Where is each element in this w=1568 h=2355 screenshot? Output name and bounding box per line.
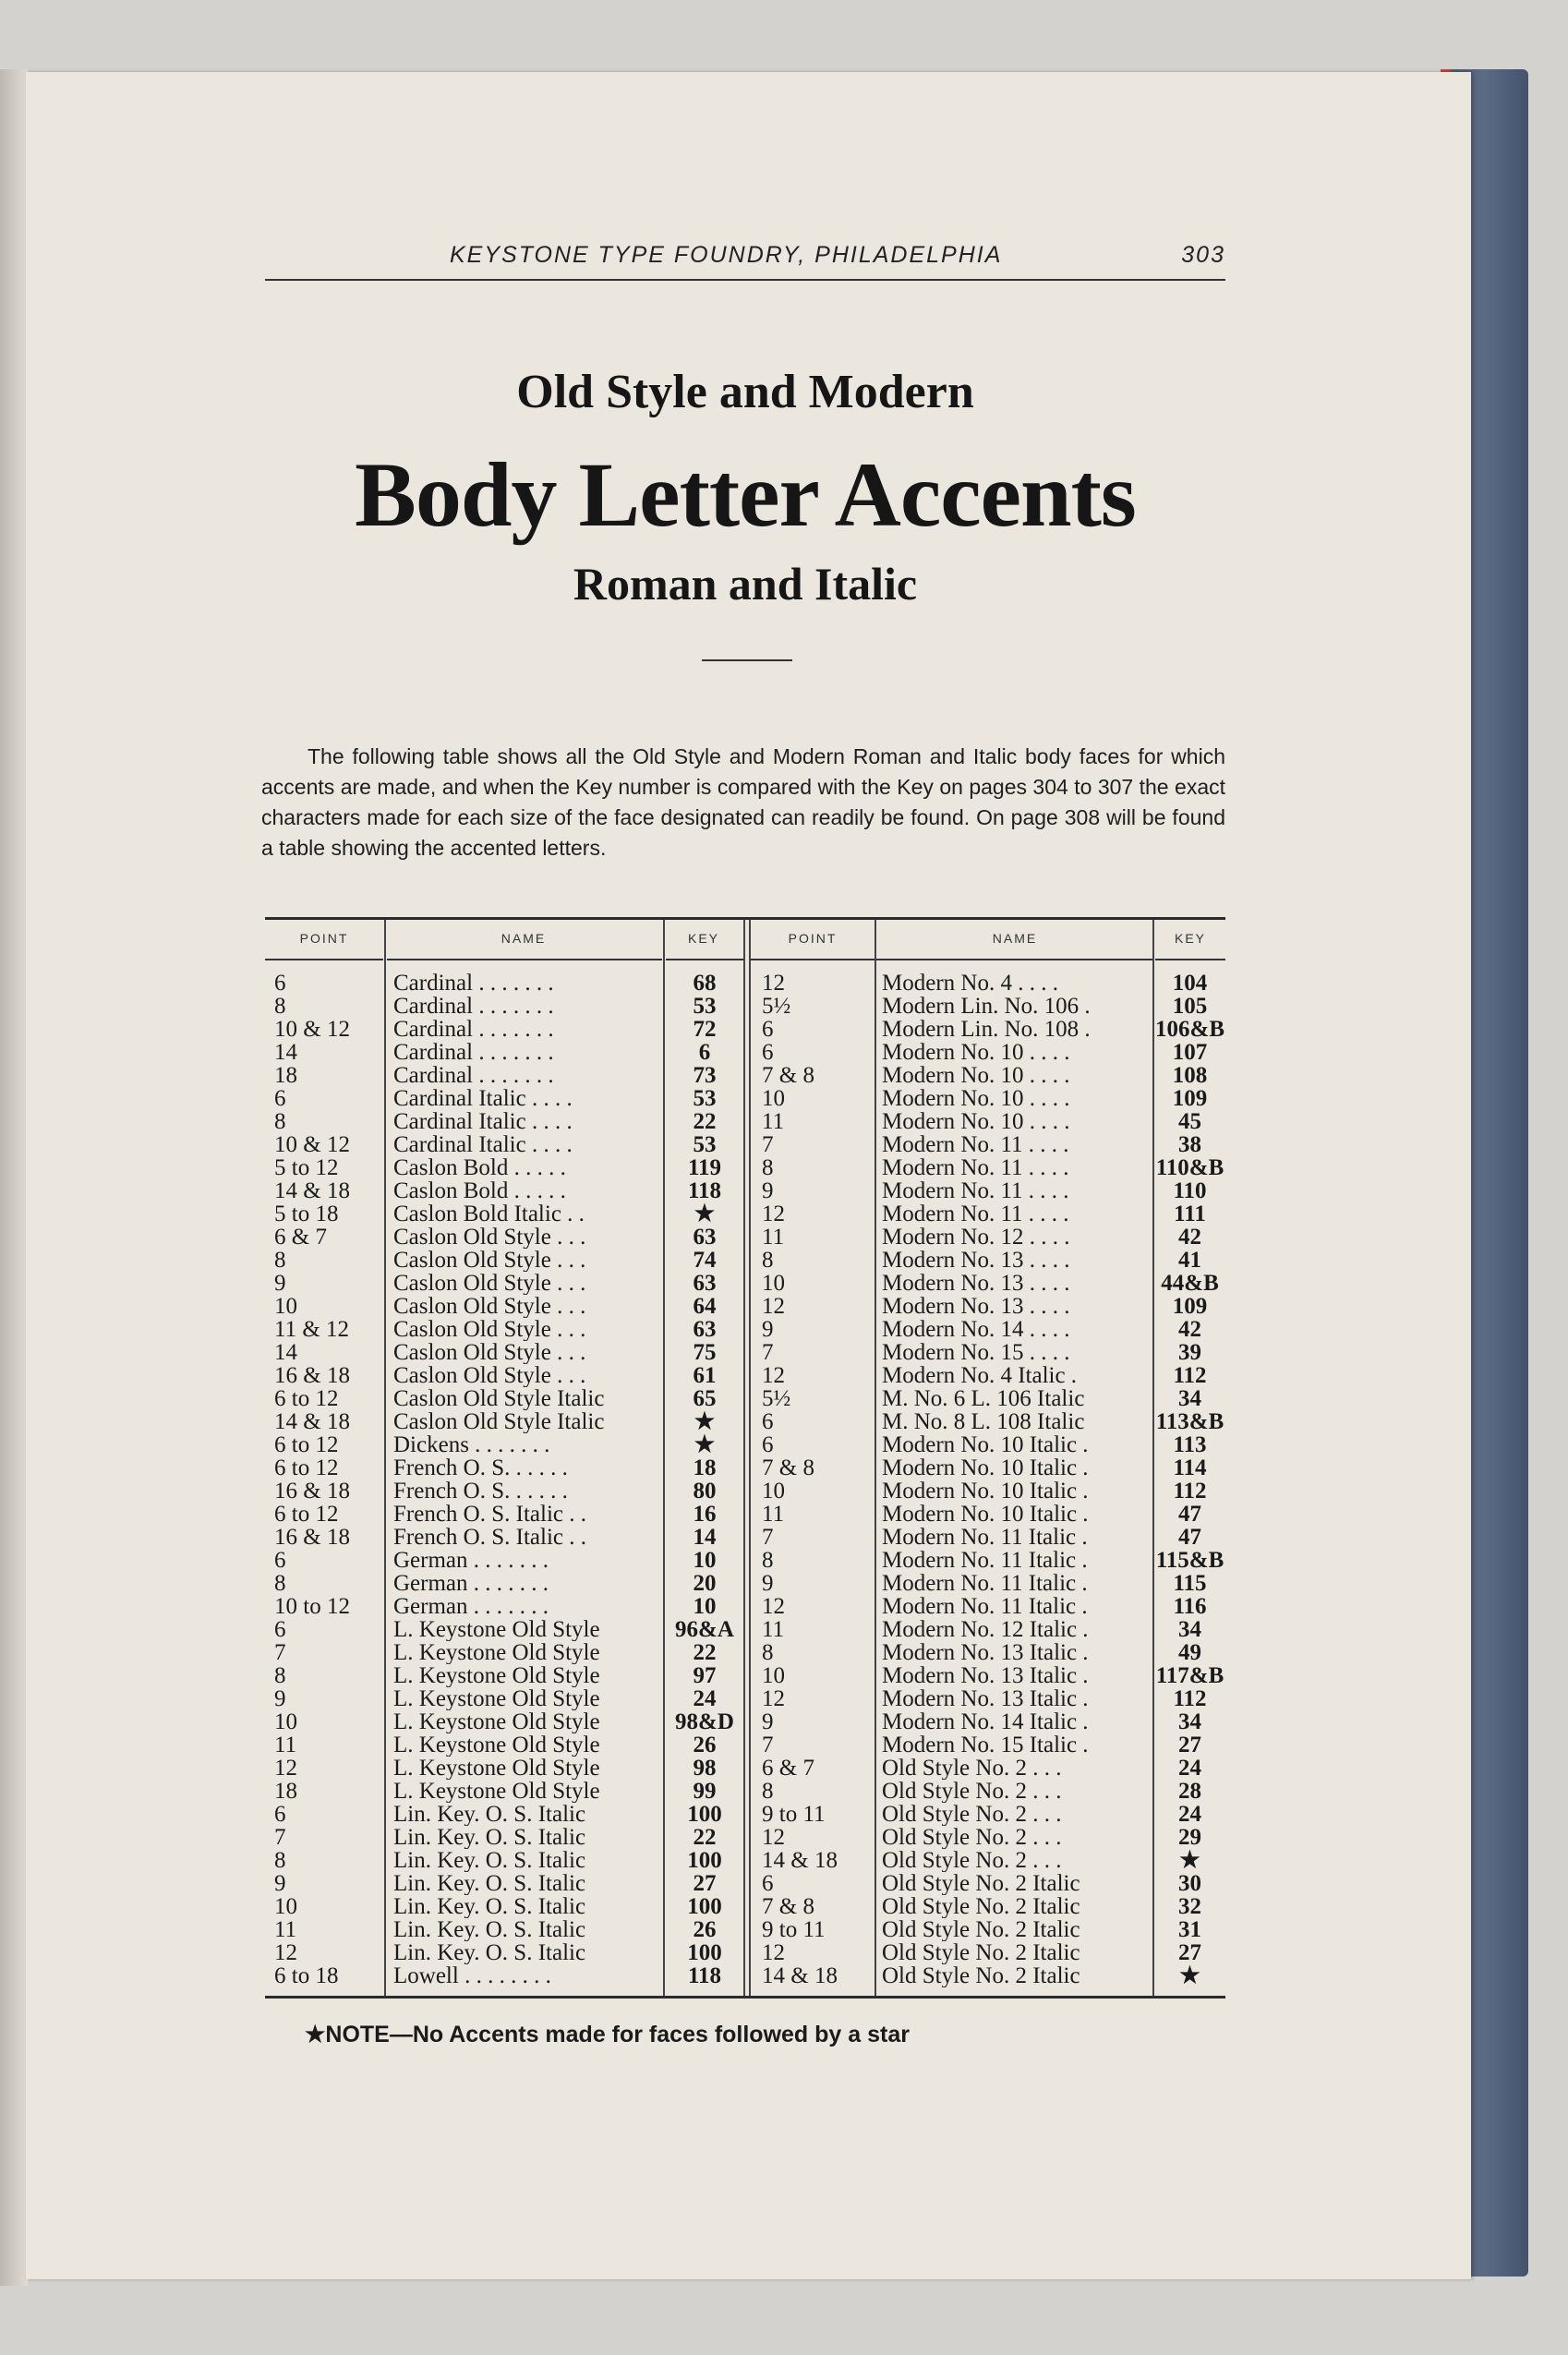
right-name-cell: Modern No. 11 . . . . xyxy=(882,1156,1069,1179)
left-name-cell: L. Keystone Old Style xyxy=(393,1710,600,1733)
left-key-cell: 100 xyxy=(687,1849,722,1872)
heading-subtitle: Old Style and Modern xyxy=(516,366,974,418)
right-key-cell: 112 xyxy=(1173,1687,1207,1710)
right-name-cell: Old Style No. 2 Italic xyxy=(882,1872,1080,1895)
left-point-cell: 8 xyxy=(274,1849,286,1872)
left-key-cell: 24 xyxy=(693,1687,717,1710)
right-point-cell: 8 xyxy=(762,1641,774,1664)
left-key-cell: 68 xyxy=(693,972,717,995)
left-key-cell: 22 xyxy=(693,1826,717,1849)
right-key-cell: 116 xyxy=(1173,1595,1207,1618)
right-key-cell: ★ xyxy=(1179,1964,1200,1987)
left-point-cell: 10 & 12 xyxy=(274,1018,350,1041)
left-point-cell: 8 xyxy=(274,1664,286,1687)
right-key-cell: 47 xyxy=(1178,1503,1201,1526)
left-point-column xyxy=(274,972,378,1987)
left-name-cell: Lin. Key. O. S. Italic xyxy=(393,1826,586,1849)
left-key-cell: ★ xyxy=(694,1433,716,1456)
right-point-cell: 9 xyxy=(762,1710,774,1733)
right-name-cell: Modern No. 13 . . . . xyxy=(882,1249,1070,1272)
right-name-cell: Modern No. 14 Italic . xyxy=(882,1710,1089,1733)
right-name-cell: Modern No. 4 . . . . xyxy=(882,972,1058,995)
right-key-cell: 109 xyxy=(1172,1295,1208,1318)
right-key-cell: 112 xyxy=(1173,1479,1207,1503)
right-point-cell: 8 xyxy=(762,1156,774,1179)
left-name-cell: L. Keystone Old Style xyxy=(393,1733,600,1757)
right-point-cell: 12 xyxy=(762,1826,785,1849)
left-name-cell: Cardinal . . . . . . . xyxy=(393,1018,554,1041)
right-name-cell: Modern No. 13 Italic . xyxy=(882,1664,1089,1687)
left-key-cell: ★ xyxy=(694,1410,716,1433)
left-key-cell: 53 xyxy=(693,1133,717,1156)
left-name-cell: Cardinal Italic . . . . xyxy=(393,1110,573,1133)
right-key-cell: 114 xyxy=(1173,1456,1207,1479)
right-point-cell: 11 xyxy=(762,1226,785,1249)
left-name-cell: Caslon Old Style Italic xyxy=(393,1387,605,1410)
right-key-cell: 110 xyxy=(1173,1179,1207,1202)
left-key-cell: 75 xyxy=(693,1341,717,1364)
right-name-column xyxy=(882,972,1150,1987)
left-key-cell: 119 xyxy=(687,1156,722,1179)
left-point-cell: 10 xyxy=(274,1710,297,1733)
left-point-cell: 11 xyxy=(274,1918,297,1941)
right-key-header: KEY xyxy=(1174,931,1206,946)
right-key-cell: 39 xyxy=(1178,1341,1201,1364)
right-name-cell: Modern No. 11 Italic . xyxy=(882,1595,1088,1618)
right-name-cell: Modern No. 4 Italic . xyxy=(882,1364,1078,1387)
right-name-cell: Old Style No. 2 Italic xyxy=(882,1895,1080,1918)
right-point-cell: 12 xyxy=(762,1595,785,1618)
left-point-cell: 9 xyxy=(274,1687,286,1710)
right-point-cell: 6 xyxy=(762,1433,774,1456)
right-name-cell: Modern No. 15 Italic . xyxy=(882,1733,1089,1757)
right-name-cell: Old Style No. 2 . . . xyxy=(882,1803,1062,1826)
heading-title: Body Letter Accents xyxy=(355,443,1136,546)
left-key-cell: ★ xyxy=(694,1202,716,1226)
left-point-cell: 6 xyxy=(274,1803,286,1826)
right-point-cell: 6 & 7 xyxy=(762,1757,814,1780)
left-key-cell: 53 xyxy=(693,1087,717,1110)
right-point-cell: 9 xyxy=(762,1179,774,1202)
right-key-column xyxy=(1154,972,1225,1987)
right-key-cell: 29 xyxy=(1178,1826,1201,1849)
left-point-cell: 6 to 18 xyxy=(274,1964,339,1987)
left-point-cell: 10 xyxy=(274,1295,297,1318)
right-name-cell: Old Style No. 2 Italic xyxy=(882,1941,1080,1964)
right-key-cell: ★ xyxy=(1179,1849,1200,1872)
right-name-cell: Modern No. 10 Italic . xyxy=(882,1433,1089,1456)
left-point-cell: 7 xyxy=(274,1826,286,1849)
right-point-cell: 10 xyxy=(762,1479,785,1503)
column-divider xyxy=(384,920,386,1996)
left-name-cell: Caslon Old Style . . . xyxy=(393,1226,586,1249)
right-point-cell: 7 xyxy=(762,1341,774,1364)
left-point-header: POINT xyxy=(299,931,349,946)
left-name-cell: Lin. Key. O. S. Italic xyxy=(393,1803,586,1826)
left-key-cell: 63 xyxy=(693,1226,717,1249)
left-key-cell: 14 xyxy=(693,1526,717,1549)
right-point-cell: 7 xyxy=(762,1526,774,1549)
left-name-cell: Caslon Old Style . . . xyxy=(393,1318,586,1341)
left-name-cell: Cardinal . . . . . . . xyxy=(393,972,554,995)
left-key-header: KEY xyxy=(687,931,719,946)
right-key-cell: 32 xyxy=(1178,1895,1201,1918)
left-key-cell: 118 xyxy=(687,1179,722,1202)
right-key-cell: 24 xyxy=(1178,1757,1201,1780)
right-name-cell: Modern No. 10 . . . . xyxy=(882,1110,1070,1133)
right-point-cell: 6 xyxy=(762,1872,774,1895)
right-key-cell: 109 xyxy=(1172,1087,1208,1110)
running-head-title: KEYSTONE TYPE FOUNDRY, PHILADELPHIA xyxy=(450,242,1003,268)
right-name-cell: Modern No. 14 . . . . xyxy=(882,1318,1070,1341)
left-name-cell: German . . . . . . . xyxy=(393,1595,549,1618)
left-key-cell: 53 xyxy=(693,995,717,1018)
left-point-cell: 8 xyxy=(274,1249,286,1272)
right-key-cell: 112 xyxy=(1173,1364,1207,1387)
right-name-cell: Old Style No. 2 Italic xyxy=(882,1918,1080,1941)
left-key-cell: 118 xyxy=(687,1964,722,1987)
right-name-cell: Old Style No. 2 . . . xyxy=(882,1780,1062,1803)
right-point-cell: 8 xyxy=(762,1780,774,1803)
right-point-cell: 9 xyxy=(762,1318,774,1341)
right-point-cell: 6 xyxy=(762,1410,774,1433)
left-point-cell: 6 to 12 xyxy=(274,1503,339,1526)
right-key-cell: 34 xyxy=(1178,1387,1201,1410)
right-key-cell: 34 xyxy=(1178,1618,1201,1641)
right-key-cell: 110&B xyxy=(1155,1156,1224,1179)
left-name-cell: French O. S. Italic . . xyxy=(393,1503,586,1526)
right-point-header: POINT xyxy=(788,931,838,946)
left-key-cell: 80 xyxy=(693,1479,717,1503)
left-point-cell: 11 & 12 xyxy=(274,1318,350,1341)
right-name-cell: Modern No. 10 Italic . xyxy=(882,1479,1089,1503)
left-name-cell: German . . . . . . . xyxy=(393,1549,549,1572)
right-name-cell: Modern No. 10 . . . . xyxy=(882,1041,1070,1064)
left-point-cell: 9 xyxy=(274,1272,286,1295)
right-point-cell: 8 xyxy=(762,1249,774,1272)
right-key-cell: 113&B xyxy=(1155,1410,1224,1433)
right-point-cell: 5½ xyxy=(762,1387,791,1410)
left-name-column xyxy=(393,972,661,1987)
right-point-cell: 10 xyxy=(762,1272,785,1295)
right-point-cell: 12 xyxy=(762,972,785,995)
right-key-cell: 34 xyxy=(1178,1710,1201,1733)
left-key-cell: 10 xyxy=(693,1595,717,1618)
right-name-cell: Modern No. 11 Italic . xyxy=(882,1549,1088,1572)
right-point-cell: 11 xyxy=(762,1618,785,1641)
right-name-cell: Modern No. 15 . . . . xyxy=(882,1341,1070,1364)
intro-paragraph: The following table shows all the Old Style and Modern Roman and Italic body faces for which accents are made, and when the Key number is compared with the Key on pages 304 to 307 the exact characters made for each size of the face designated can readily be found. On page 308 will be found a table showing the accented letters. xyxy=(261,744,1225,860)
column-divider xyxy=(874,920,876,1996)
right-name-cell: Modern No. 10 Italic . xyxy=(882,1503,1089,1526)
left-point-cell: 9 xyxy=(274,1872,286,1895)
left-point-cell: 12 xyxy=(274,1941,297,1964)
right-name-header: NAME xyxy=(992,931,1038,946)
left-name-cell: Caslon Bold . . . . . xyxy=(393,1156,566,1179)
right-key-cell: 111 xyxy=(1174,1202,1206,1226)
left-key-cell: 18 xyxy=(693,1456,717,1479)
right-point-cell: 9 xyxy=(762,1572,774,1595)
right-point-cell: 9 to 11 xyxy=(762,1918,826,1941)
right-key-cell: 106&B xyxy=(1155,1018,1224,1041)
right-name-cell: Modern No. 13 Italic . xyxy=(882,1687,1089,1710)
left-point-cell: 6 xyxy=(274,972,286,995)
left-name-cell: Lowell . . . . . . . . xyxy=(393,1964,551,1987)
left-name-cell: L. Keystone Old Style xyxy=(393,1664,600,1687)
left-point-cell: 10 & 12 xyxy=(274,1133,350,1156)
right-key-cell: 27 xyxy=(1178,1941,1201,1964)
left-name-cell: L. Keystone Old Style xyxy=(393,1641,600,1664)
left-key-cell: 64 xyxy=(693,1295,717,1318)
right-point-cell: 9 to 11 xyxy=(762,1803,826,1826)
left-key-cell: 63 xyxy=(693,1318,717,1341)
header-rule xyxy=(666,959,743,960)
right-name-cell: Modern No. 12 Italic . xyxy=(882,1618,1089,1641)
heading-subheading: Roman and Italic xyxy=(573,558,918,610)
right-point-cell: 7 & 8 xyxy=(762,1456,814,1479)
right-key-cell: 49 xyxy=(1178,1641,1201,1664)
left-point-cell: 14 xyxy=(274,1341,297,1364)
left-name-cell: Caslon Bold Italic . . xyxy=(393,1202,585,1226)
column-divider xyxy=(749,920,751,1996)
right-key-cell: 115 xyxy=(1173,1572,1207,1595)
left-name-cell: Lin. Key. O. S. Italic xyxy=(393,1872,586,1895)
left-key-cell: 20 xyxy=(693,1572,717,1595)
left-point-cell: 14 xyxy=(274,1041,297,1064)
right-point-cell: 10 xyxy=(762,1664,785,1687)
header-rule xyxy=(1155,959,1225,960)
left-key-cell: 74 xyxy=(693,1249,717,1272)
right-point-cell: 12 xyxy=(762,1202,785,1226)
left-name-cell: Cardinal Italic . . . . xyxy=(393,1133,573,1156)
right-point-cell: 5½ xyxy=(762,995,791,1018)
left-key-cell: 22 xyxy=(693,1641,717,1664)
left-name-cell: L. Keystone Old Style xyxy=(393,1780,600,1803)
left-point-cell: 7 xyxy=(274,1641,286,1664)
left-name-cell: French O. S. . . . . . xyxy=(393,1479,568,1503)
right-point-cell: 12 xyxy=(762,1687,785,1710)
right-key-cell: 41 xyxy=(1178,1249,1201,1272)
header-rule xyxy=(265,959,383,960)
right-name-cell: Modern No. 13 . . . . xyxy=(882,1295,1070,1318)
right-point-cell: 6 xyxy=(762,1041,774,1064)
left-name-cell: Caslon Old Style . . . xyxy=(393,1341,586,1364)
left-key-cell: 97 xyxy=(693,1664,717,1687)
left-point-cell: 12 xyxy=(274,1757,297,1780)
page-number: 303 xyxy=(1181,242,1225,268)
left-name-cell: Caslon Old Style . . . xyxy=(393,1272,586,1295)
right-name-cell: Modern No. 11 . . . . xyxy=(882,1133,1069,1156)
left-key-cell: 63 xyxy=(693,1272,717,1295)
left-key-cell: 72 xyxy=(693,1018,717,1041)
left-key-cell: 65 xyxy=(693,1387,717,1410)
right-point-cell: 7 & 8 xyxy=(762,1895,814,1918)
left-point-cell: 6 & 7 xyxy=(274,1226,327,1249)
left-point-cell: 5 to 18 xyxy=(274,1202,339,1226)
left-key-cell: 16 xyxy=(693,1503,717,1526)
left-point-cell: 18 xyxy=(274,1780,297,1803)
right-key-cell: 28 xyxy=(1178,1780,1201,1803)
right-name-cell: Modern No. 10 Italic . xyxy=(882,1456,1089,1479)
right-point-cell: 8 xyxy=(762,1549,774,1572)
left-key-cell: 61 xyxy=(693,1364,717,1387)
right-point-cell: 10 xyxy=(762,1087,785,1110)
right-name-cell: M. No. 8 L. 108 Italic xyxy=(882,1410,1085,1433)
left-key-cell: 73 xyxy=(693,1064,717,1087)
left-name-cell: Cardinal . . . . . . . xyxy=(393,995,554,1018)
right-key-cell: 104 xyxy=(1172,972,1208,995)
left-point-cell: 6 xyxy=(274,1087,286,1110)
right-key-cell: 42 xyxy=(1178,1226,1201,1249)
right-point-cell: 12 xyxy=(762,1364,785,1387)
left-key-cell: 98&D xyxy=(675,1710,734,1733)
left-point-cell: 16 & 18 xyxy=(274,1526,350,1549)
right-key-cell: 107 xyxy=(1172,1041,1208,1064)
right-name-cell: Modern No. 11 Italic . xyxy=(882,1572,1088,1595)
left-point-cell: 14 & 18 xyxy=(274,1179,350,1202)
right-name-cell: Modern Lin. No. 108 . xyxy=(882,1018,1091,1041)
right-point-cell: 14 & 18 xyxy=(762,1964,838,1987)
left-name-cell: Cardinal Italic . . . . xyxy=(393,1087,573,1110)
right-key-cell: 30 xyxy=(1178,1872,1201,1895)
right-name-cell: M. No. 6 L. 106 Italic xyxy=(882,1387,1085,1410)
right-name-cell: Modern No. 10 . . . . xyxy=(882,1087,1070,1110)
left-point-cell: 8 xyxy=(274,1572,286,1595)
left-point-cell: 11 xyxy=(274,1733,297,1757)
left-point-cell: 6 xyxy=(274,1549,286,1572)
right-name-cell: Old Style No. 2 . . . xyxy=(882,1826,1062,1849)
left-name-cell: Caslon Bold . . . . . xyxy=(393,1179,566,1202)
right-name-cell: Old Style No. 2 Italic xyxy=(882,1964,1080,1987)
right-name-cell: Modern No. 11 Italic . xyxy=(882,1526,1088,1549)
header-rule xyxy=(751,959,874,960)
left-name-cell: Caslon Old Style . . . xyxy=(393,1295,586,1318)
left-point-cell: 16 & 18 xyxy=(274,1479,350,1503)
footnote: ★NOTE—No Accents made for faces followed by a star xyxy=(305,2022,910,2047)
header-rule xyxy=(876,959,1153,960)
right-point-cell: 12 xyxy=(762,1941,785,1964)
right-name-cell: Modern Lin. No. 106 . xyxy=(882,995,1091,1018)
left-point-cell: 18 xyxy=(274,1064,297,1087)
left-name-cell: French O. S. . . . . . xyxy=(393,1456,568,1479)
left-name-cell: Lin. Key. O. S. Italic xyxy=(393,1849,586,1872)
left-key-cell: 100 xyxy=(687,1803,722,1826)
left-key-cell: 100 xyxy=(687,1941,722,1964)
left-point-cell: 8 xyxy=(274,1110,286,1133)
left-name-cell: L. Keystone Old Style xyxy=(393,1618,600,1641)
left-point-cell: 6 to 12 xyxy=(274,1433,339,1456)
left-key-cell: 22 xyxy=(693,1110,717,1133)
right-key-cell: 47 xyxy=(1178,1526,1201,1549)
right-name-cell: Modern No. 13 Italic . xyxy=(882,1641,1089,1664)
left-name-cell: Lin. Key. O. S. Italic xyxy=(393,1941,586,1964)
right-point-cell: 14 & 18 xyxy=(762,1849,838,1872)
left-name-cell: Dickens . . . . . . . xyxy=(393,1433,550,1456)
facing-page-edge xyxy=(0,69,28,2286)
right-point-column xyxy=(762,972,873,1987)
left-name-cell: Lin. Key. O. S. Italic xyxy=(393,1918,586,1941)
left-key-cell: 99 xyxy=(693,1780,717,1803)
right-key-cell: 42 xyxy=(1178,1318,1201,1341)
left-name-cell: L. Keystone Old Style xyxy=(393,1687,600,1710)
left-name-cell: German . . . . . . . xyxy=(393,1572,549,1595)
right-point-cell: 7 & 8 xyxy=(762,1064,814,1087)
right-name-cell: Modern No. 11 . . . . xyxy=(882,1179,1069,1202)
right-key-cell: 31 xyxy=(1178,1918,1201,1941)
left-point-cell: 6 to 12 xyxy=(274,1387,339,1410)
right-key-cell: 38 xyxy=(1178,1133,1201,1156)
left-name-cell: French O. S. Italic . . xyxy=(393,1526,586,1549)
right-name-cell: Modern No. 11 . . . . xyxy=(882,1202,1069,1226)
right-key-cell: 108 xyxy=(1172,1064,1208,1087)
left-name-cell: Lin. Key. O. S. Italic xyxy=(393,1895,586,1918)
left-key-cell: 10 xyxy=(693,1549,717,1572)
left-key-cell: 96&A xyxy=(675,1618,734,1641)
right-key-cell: 105 xyxy=(1172,995,1208,1018)
right-point-cell: 7 xyxy=(762,1733,774,1757)
right-key-cell: 24 xyxy=(1178,1803,1201,1826)
right-name-cell: Modern No. 10 . . . . xyxy=(882,1064,1070,1087)
right-point-cell: 11 xyxy=(762,1110,785,1133)
left-key-cell: 100 xyxy=(687,1895,722,1918)
left-key-cell: 27 xyxy=(693,1872,717,1895)
right-key-cell: 115&B xyxy=(1155,1549,1224,1572)
right-name-cell: Modern No. 12 . . . . xyxy=(882,1226,1070,1249)
left-point-cell: 5 to 12 xyxy=(274,1156,339,1179)
right-name-cell: Old Style No. 2 . . . xyxy=(882,1849,1062,1872)
right-point-cell: 12 xyxy=(762,1295,785,1318)
right-point-cell: 7 xyxy=(762,1133,774,1156)
left-point-cell: 10 to 12 xyxy=(274,1595,350,1618)
right-key-cell: 27 xyxy=(1178,1733,1201,1757)
right-key-cell: 45 xyxy=(1178,1110,1201,1133)
right-point-cell: 11 xyxy=(762,1503,785,1526)
left-name-cell: Caslon Old Style . . . xyxy=(393,1364,586,1387)
right-name-cell: Old Style No. 2 . . . xyxy=(882,1757,1062,1780)
left-key-cell: 26 xyxy=(693,1733,717,1757)
left-point-cell: 8 xyxy=(274,995,286,1018)
heading-divider xyxy=(702,659,792,661)
left-key-cell: 6 xyxy=(698,1041,711,1064)
left-name-cell: Caslon Old Style . . . xyxy=(393,1249,586,1272)
right-key-cell: 44&B xyxy=(1161,1272,1219,1295)
left-name-header: NAME xyxy=(501,931,547,946)
right-key-cell: 113 xyxy=(1173,1433,1207,1456)
header-rule xyxy=(387,959,662,960)
left-name-cell: Caslon Old Style Italic xyxy=(393,1410,605,1433)
left-name-cell: Cardinal . . . . . . . xyxy=(393,1041,554,1064)
left-point-cell: 10 xyxy=(274,1895,297,1918)
right-key-cell: 117&B xyxy=(1155,1664,1224,1687)
left-point-cell: 6 xyxy=(274,1618,286,1641)
accents-table xyxy=(265,917,1225,1999)
running-head xyxy=(265,238,1225,281)
left-key-cell: 98 xyxy=(693,1757,717,1780)
left-name-cell: L. Keystone Old Style xyxy=(393,1757,600,1780)
right-point-cell: 6 xyxy=(762,1018,774,1041)
right-name-cell: Modern No. 13 . . . . xyxy=(882,1272,1070,1295)
left-point-cell: 14 & 18 xyxy=(274,1410,350,1433)
left-key-column xyxy=(665,972,744,1987)
left-key-cell: 26 xyxy=(693,1918,717,1941)
left-point-cell: 6 to 12 xyxy=(274,1456,339,1479)
left-name-cell: Cardinal . . . . . . . xyxy=(393,1064,554,1087)
left-point-cell: 16 & 18 xyxy=(274,1364,350,1387)
